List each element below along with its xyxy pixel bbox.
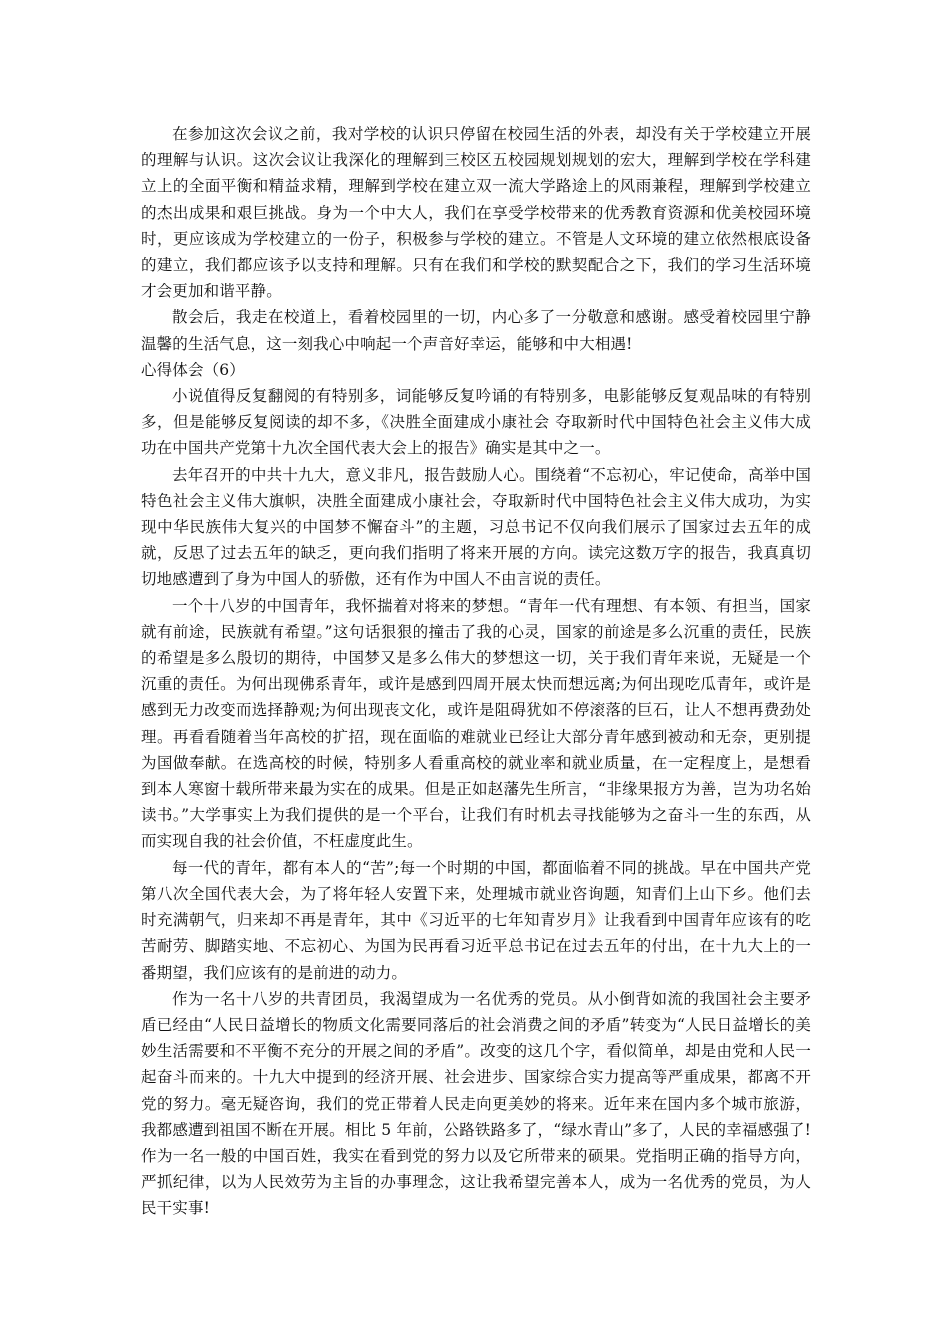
paragraph-generations: 每一代的青年，都有本人的“苦”;每一个时期的中国，都面临着不同的挑战。早在中国共产党第八次全国代表大会，为了将年轻人安置下来，处理城市就业咨询题，知青们上山下乡。他们去时充满朝气，归来却不再是青年，其中《习近平的七年知青岁月》让我看到中国青年应该有的吃苦耐劳、脚踏实地、不忘初心、为国为民再看习近平总书记在过去五年的付出，在十九大上的一番期望，我们应该有的是前进的动力。 — [141, 858, 811, 982]
paragraph-after-meeting: 散会后，我走在校道上，看着校园里的一切，内心多了一分敬意和感谢。感受着校园里宁静温馨的生活气息，这一刻我心中响起一个声音好幸运，能够和中大相遇! — [141, 308, 811, 353]
section-heading: 心得体会（6） — [141, 360, 245, 379]
paragraph-party-member: 作为一名十八岁的共青团员，我渴望成为一名优秀的党员。从小倒背如流的我国社会主要矛盾已经由“人民日益增长的物质文化需要同落后的社会消费之间的矛盾”转变为“人民日益增长的美妙生活需要和不平衡不充分的开展之间的矛盾”。改变的这几个字，看似简单，却是由党和人民一起奋斗而来的。十九大中提到的经济开展、社会进步、国家综合实力提高等严重成果，都离不开党的努力。毫无疑咨询，我们的党正带着人民走向更美妙的将来。近年来在国内多个城市旅游，我都感遭到祖国不断在开展。相比 5 年前，公路铁路多了，“绿水青山”多了，人民的幸福感强了!作为一名一般的中国百姓，我实在看到党的努力以及它所带来的硕果。党指明正确的指导方向，严抓纪律，以为人民效劳为主旨的办事理念，这让我希望完善本人，成为一名优秀的党员，为人民干实事! — [141, 989, 811, 1218]
document-page — [141, 121, 811, 1222]
paragraph-youth-dreams: 一个十八岁的中国青年，我怀揣着对将来的梦想。“青年一代有理想、有本领、有担当，国家就有前途，民族就有希望。”这句话狠狠的撞击了我的心灵，国家的前途是多么沉重的责任，民族的希望是多么殷切的期待，中国梦又是多么伟大的梦想这一切，关于我们青年来说，无疑是一个沉重的责任。为何出现佛系青年，或许是感到四周开展太快而想远离;为何出现吃瓜青年，或许是感到无力改变而选择静观;为何出现丧文化，或许是阻碍犹如不停滚落的巨石，让人不想再费劲处理。再看看随着当年高校的扩招，现在面临的难就业已经让大部分青年感到被动和无奈，更别提为国做奉献。在选高校的时候，特别多人看重高校的就业率和就业质量，在一定程度上，是想看到本人寒窗十载所带来最为实在的成果。但是正如赵藩先生所言，“非缘果报方为善，岂为功名始读书。”大学事实上为我们提供的是一个平台，让我们有时机去寻找能够为之奋斗一生的东西，从而实现自我的社会价值，不枉虚度此生。 — [141, 596, 811, 851]
paragraph-school-meeting: 在参加这次会议之前，我对学校的认识只停留在校园生活的外表，却没有关于学校建立开展的理解与认识。这次会议让我深化的理解到三校区五校园规划规划的宏大，理解到学校在学科建立上的全面平衡和精益求精，理解到学校在建立双一流大学路途上的风雨兼程，理解到学校建立的杰出成果和艰巨挑战。身为一个中大人，我们在享受学校带来的优秀教育资源和优美校园环境时，更应该成为学校建立的一份子，积极参与学校的建立。不管是人文环境的建立依然根底设备的建立，我们都应该予以支持和理解。只有在我们和学校的默契配合之下，我们的学习生活环境才会更加和谐平静。 — [141, 125, 811, 301]
paragraph-nineteenth-congress: 去年召开的中共十九大，意义非凡，报告鼓励人心。围绕着“不忘初心，牢记使命，高举中国特色社会主义伟大旗帜，决胜全面建成小康社会，夺取新时代中国特色社会主义伟大成功，为实现中华民族伟大复兴的中国梦不懈奋斗”的主题，习总书记不仅向我们展示了国家过去五年的成就，反思了过去五年的缺乏，更向我们指明了将来开展的方向。读完这数万字的报告，我真真切切地感遭到了身为中国人的骄傲，还有作为中国人不由言说的责任。 — [141, 465, 811, 589]
paragraph-report-intro: 小说值得反复翻阅的有特别多，词能够反复吟诵的有特别多，电影能够反复观品味的有特别多，但是能够反复阅读的却不多，《决胜全面建成小康社会 夺取新时代中国特色社会主义伟大成功在中国共产党第十九次全国代表大会上的报告》确实是其中之一。 — [141, 387, 811, 458]
